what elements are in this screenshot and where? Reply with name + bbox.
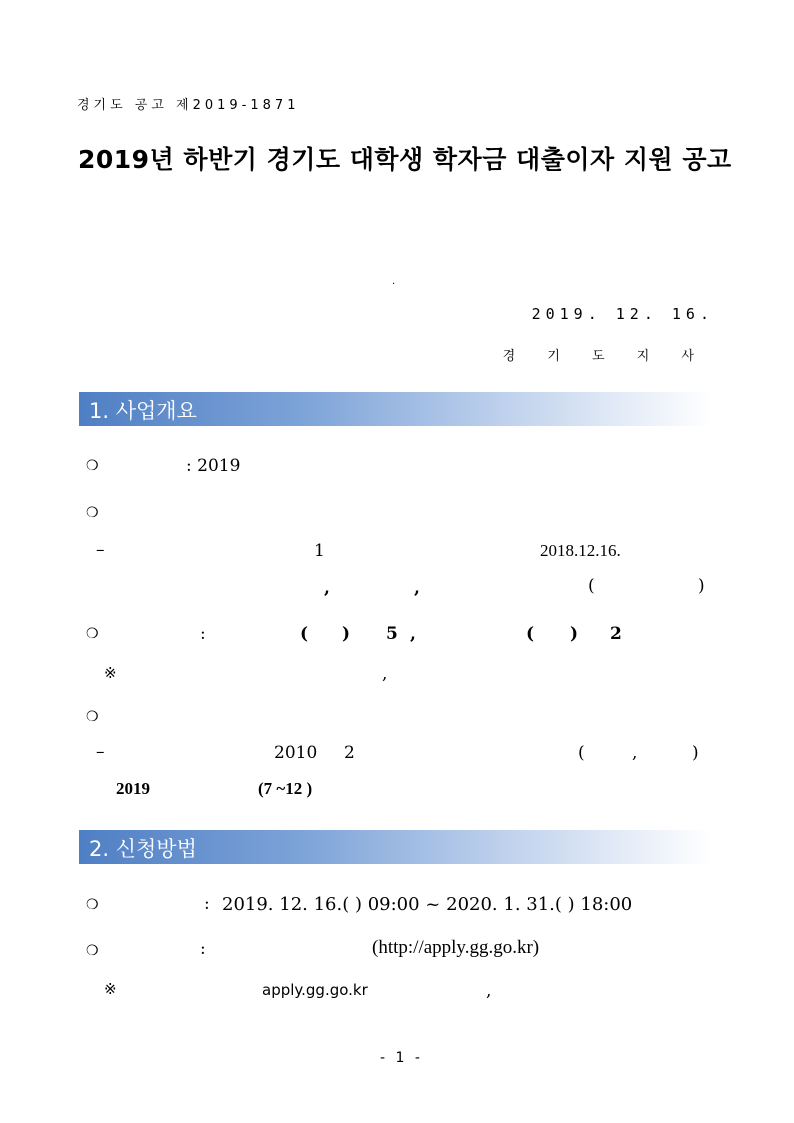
text-fragment: (7 ~12 ) bbox=[258, 779, 313, 798]
bullet-icon: ❍ bbox=[86, 709, 99, 725]
note-mark-icon: ※ bbox=[104, 664, 117, 682]
bullet-icon: ❍ bbox=[86, 458, 99, 474]
bullet-icon: ❍ bbox=[86, 505, 99, 521]
text-fragment: , bbox=[632, 743, 638, 763]
application-period: 2019. 12. 16.( ) 09:00 ~ 2020. 1. 31.( ) 18:00 bbox=[222, 894, 633, 915]
text-fragment: ) bbox=[692, 743, 699, 763]
issuer-name: 경 기 도 지 사 bbox=[502, 349, 708, 364]
text-fragment: ( bbox=[526, 624, 535, 644]
notice-number: 경기도 공고 제2019-1871 bbox=[77, 98, 300, 113]
section-title: 1. 사업개요 bbox=[89, 399, 197, 423]
text-fragment: , bbox=[382, 664, 388, 684]
note-url: apply.gg.go.kr bbox=[262, 981, 368, 999]
text-fragment: : bbox=[200, 939, 206, 959]
text-fragment: ) bbox=[570, 624, 579, 644]
dash-icon: – bbox=[96, 540, 105, 560]
text-fragment: : bbox=[200, 624, 206, 644]
bullet-icon: ❍ bbox=[86, 943, 99, 959]
text-fragment: ( bbox=[578, 743, 585, 763]
page-title: 2019년 하반기 경기도 대학생 학자금 대출이자 지원 공고 bbox=[78, 145, 732, 174]
text-fragment: 2010 bbox=[274, 743, 318, 763]
text-fragment: ) bbox=[698, 576, 705, 596]
note-mark-icon: ※ bbox=[104, 980, 117, 998]
application-url[interactable]: (http://apply.gg.go.kr) bbox=[372, 937, 540, 958]
bullet-icon: ❍ bbox=[86, 626, 99, 642]
section-title: 2. 신청방법 bbox=[89, 837, 197, 861]
text-fragment: : 2019 bbox=[186, 456, 241, 476]
text-fragment: 1 bbox=[314, 541, 325, 561]
section-header-overview bbox=[79, 392, 712, 426]
dot-mark: . bbox=[392, 276, 396, 287]
text-fragment: 2 bbox=[610, 624, 622, 644]
bullet-icon: ❍ bbox=[86, 897, 99, 913]
page-number: - 1 - bbox=[380, 1050, 423, 1066]
text-fragment: ) bbox=[342, 624, 351, 644]
section-header-application bbox=[79, 830, 712, 864]
text-fragment: 2019 bbox=[116, 779, 150, 798]
dash-icon: – bbox=[96, 742, 105, 762]
text-fragment: 2018.12.16. bbox=[540, 541, 621, 560]
text-fragment: , bbox=[410, 624, 416, 644]
text-fragment: ( bbox=[300, 624, 309, 644]
text-fragment: : bbox=[204, 894, 210, 914]
notice-date: 2019. 12. 16. bbox=[531, 305, 714, 323]
text-fragment: , bbox=[324, 578, 330, 598]
text-fragment: 5 bbox=[386, 624, 398, 644]
text-fragment: , bbox=[486, 981, 492, 1001]
text-fragment: 2 bbox=[344, 743, 355, 763]
text-fragment: ( bbox=[588, 576, 595, 596]
text-fragment: , bbox=[414, 578, 420, 598]
